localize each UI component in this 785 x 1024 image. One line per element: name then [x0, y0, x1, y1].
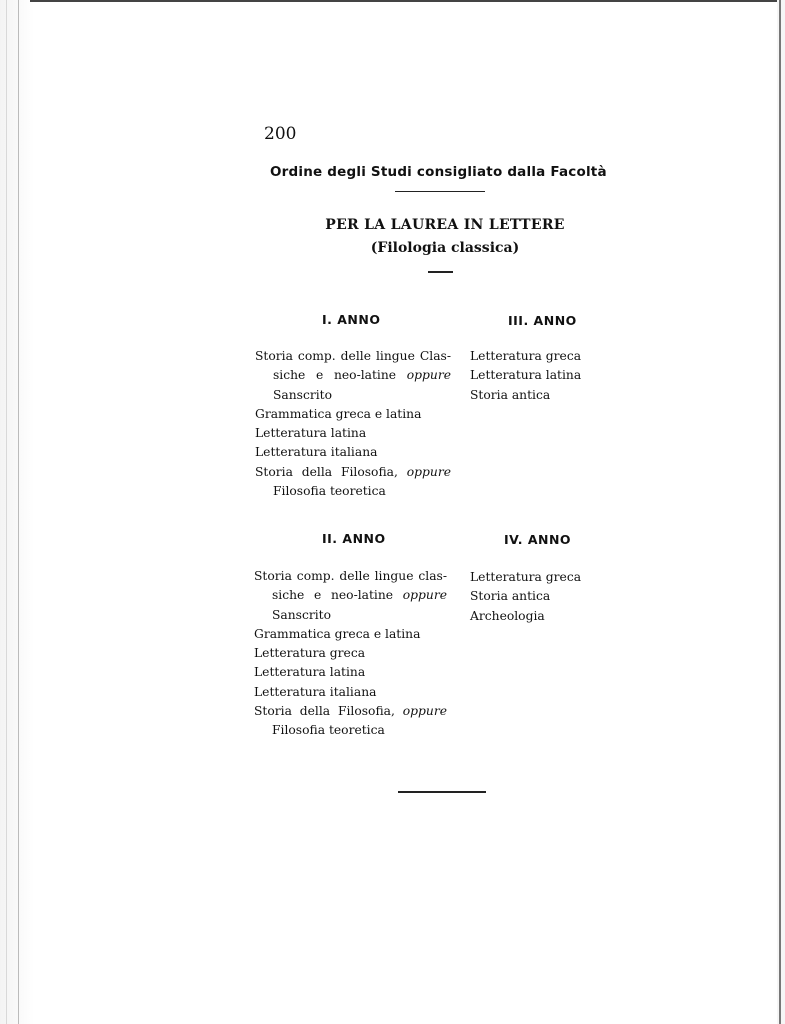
page-heading: Ordine degli Studi consigliato dalla Facoltà: [270, 164, 607, 180]
course-item: Storia antica: [470, 589, 551, 604]
course-item: Storia antica: [470, 387, 551, 402]
course-item: Letteratura greca: [470, 570, 582, 584]
page-number: 200: [264, 124, 297, 144]
course-line: Filosofia teoretica: [272, 723, 385, 738]
course-line: [255, 463, 451, 482]
course-philosophy: [255, 463, 451, 502]
course-item: Grammatica greca e latina: [254, 626, 421, 641]
course-item: Letteratura italiana: [254, 684, 377, 699]
course-line: Storia comp. delle lingue Clas-: [255, 349, 451, 363]
course-item: Letteratura greca: [254, 646, 366, 661]
course-text: Storia della Filosofia,: [254, 704, 403, 719]
course-line: [254, 702, 447, 721]
oppure-word: oppure: [402, 588, 447, 603]
course-philosophy: [254, 702, 447, 741]
course-item: Letteratura greca: [470, 349, 582, 363]
course-item: Grammatica greca e latina: [255, 406, 422, 421]
course-item: Letteratura latina: [470, 368, 582, 383]
scan-left-edge: [0, 0, 34, 1024]
year-4-heading: IV. ANNO: [504, 532, 572, 547]
closing-rule: [398, 791, 486, 793]
degree-title: PER LA LAUREA IN LETTERE: [325, 217, 565, 233]
course-line: Filosofia teoretica: [273, 484, 386, 499]
course-item: Letteratura italiana: [255, 445, 378, 460]
course-line: Sanscrito: [273, 387, 333, 402]
course-item: Letteratura latina: [255, 426, 367, 441]
course-comparative-linguistics: [255, 347, 451, 405]
course-line: Storia comp. delle lingue clas-: [254, 569, 447, 583]
course-item: Letteratura latina: [254, 665, 366, 680]
heading-rule: [395, 191, 485, 192]
course-text: Storia della Filosofia,: [255, 464, 407, 479]
course-text: siche e neo-latine: [272, 588, 403, 603]
course-text: siche e neo-latine: [273, 368, 407, 383]
year-2-course-list: [254, 567, 447, 741]
course-comparative-linguistics: [254, 567, 447, 625]
oppure-word: oppure: [406, 368, 451, 383]
year-1-course-list: [255, 347, 451, 501]
year-2-heading: II. ANNO: [322, 531, 386, 546]
title-rule: [428, 271, 453, 273]
year-3-course-list: [470, 347, 610, 405]
oppure-word: oppure: [406, 464, 451, 479]
year-1-heading: I. ANNO: [322, 312, 381, 327]
scan-top-edge: [30, 0, 785, 10]
degree-subtitle: (Filologia classica): [370, 240, 520, 256]
year-4-course-list: [470, 568, 610, 626]
course-line: [254, 586, 447, 605]
scan-right-edge: [777, 0, 785, 1024]
oppure-word: oppure: [402, 704, 447, 719]
course-line: Sanscrito: [272, 607, 332, 622]
course-item: Archeologia: [470, 608, 545, 623]
course-line: [255, 366, 451, 385]
year-3-heading: III. ANNO: [508, 313, 577, 328]
